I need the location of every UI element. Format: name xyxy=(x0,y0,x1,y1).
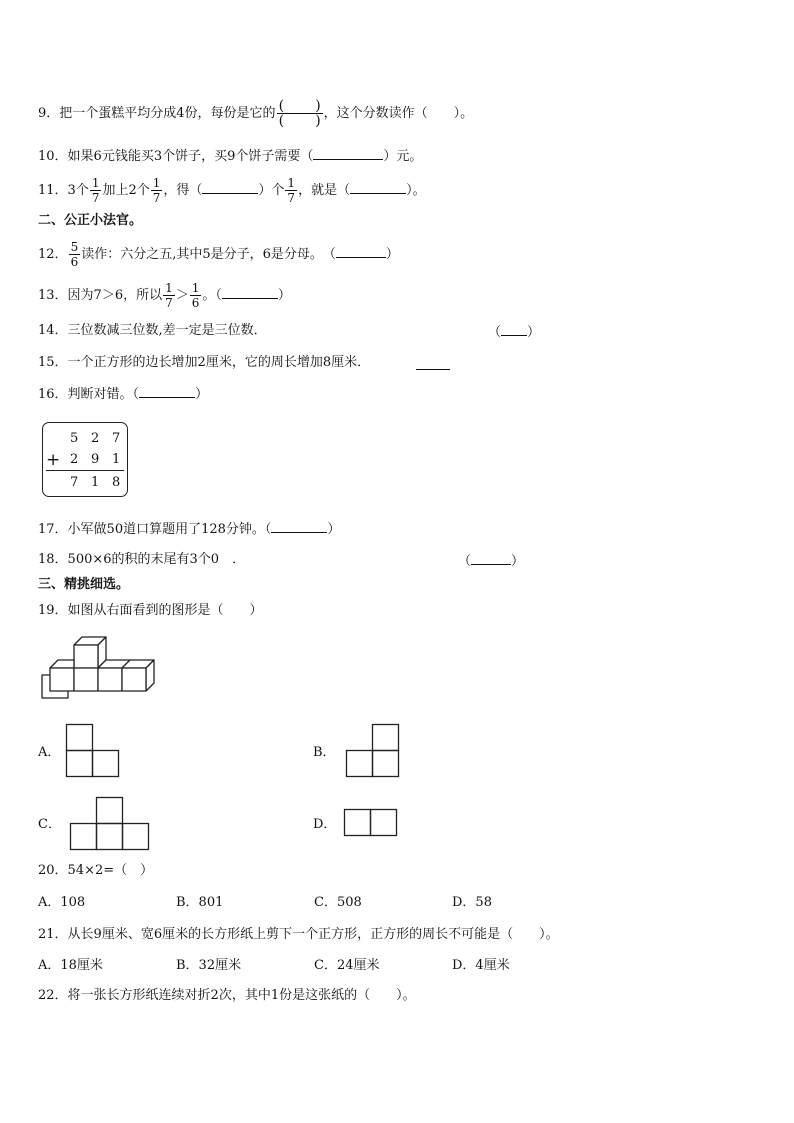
question-text: ．把一个蛋糕平均分成4份，每份是它的 xyxy=(46,106,276,121)
fraction: $\frac{5}{6}$ xyxy=(70,240,79,269)
question-number: 13 xyxy=(38,288,55,303)
question-number: 14 xyxy=(38,323,55,338)
answer-blank[interactable] xyxy=(336,245,386,258)
cube-stack-figure xyxy=(40,630,160,700)
option-c[interactable]: C．508 xyxy=(314,895,362,910)
option-d[interactable]: D．4厘米 xyxy=(452,958,510,973)
digit: 8 xyxy=(112,475,121,490)
option-a-label[interactable]: A． xyxy=(38,745,61,760)
question-9 xyxy=(38,99,473,128)
question-10: 10．如果6元钱能买3个饼子，买9个饼子需要（ ）元。 xyxy=(38,149,423,164)
question-19: 19．如图从右面看到的图形是（ ） xyxy=(38,603,263,618)
digit: 2 xyxy=(70,452,79,467)
answer-blank[interactable] xyxy=(416,357,450,370)
question-number: 16 xyxy=(38,387,55,402)
question-number: 15 xyxy=(38,355,55,370)
answer-blank[interactable] xyxy=(350,181,406,194)
question-number: 10 xyxy=(38,149,55,164)
question-13: 13．因为7＞6，所以 $\frac{1}{7}$ ＞ $\frac{1}{6}$ 。（ ） xyxy=(38,281,291,310)
fraction: $\frac{1}{7}$ xyxy=(152,176,161,205)
vertical-addition xyxy=(42,422,128,497)
option-c[interactable]: C．24厘米 xyxy=(314,958,380,973)
digit: 1 xyxy=(112,452,121,467)
option-c-figure[interactable] xyxy=(70,797,152,853)
plus-sign: + xyxy=(46,450,61,470)
answer-blank[interactable] xyxy=(222,286,278,299)
question-number: 22 xyxy=(38,988,55,1003)
question-18: 18．500×6的积的末尾有3个0 ． xyxy=(38,552,246,567)
answer-blank[interactable] xyxy=(471,552,511,565)
option-c-label[interactable]: C． xyxy=(38,817,61,832)
question-text: ，这个分数读作（ ）。 xyxy=(323,106,474,121)
question-number: 11 xyxy=(38,183,55,198)
question-number: 18 xyxy=(38,552,55,567)
answer-paren: （ ） xyxy=(458,554,525,569)
fraction: $\frac{1}{6}$ xyxy=(191,281,200,310)
answer-blank[interactable] xyxy=(271,520,327,533)
answer-paren: （ ） xyxy=(488,325,541,340)
question-12: 12． $\frac{5}{6}$ 读作：六分之五,其中5是分子，6是分母。 （ ） xyxy=(38,240,399,269)
fraction: $\frac{1}{7}$ xyxy=(91,176,100,205)
answer-blank[interactable] xyxy=(139,385,195,398)
question-number: 9 xyxy=(38,106,47,121)
question-number: 12 xyxy=(38,247,55,262)
question-number: 17 xyxy=(38,522,55,537)
fraction: $\frac{1}{7}$ xyxy=(165,281,173,310)
fraction-blank: $\frac{( )}{( )}$ xyxy=(278,98,321,129)
digit: 5 xyxy=(70,431,79,446)
option-d-label[interactable]: D． xyxy=(313,817,337,832)
option-d[interactable]: D．58 xyxy=(452,895,492,910)
question-20: 20．54×2=（ ） xyxy=(38,863,154,878)
digit: 9 xyxy=(91,452,100,467)
question-11: 11．3个 $\frac{1}{7}$ 加上2个 $\frac{1}{7}$ ，得（ ）个 $\frac{1}{7}$ ，就是（ ）。 xyxy=(38,176,426,205)
digit: 2 xyxy=(91,431,100,446)
question-number: 19 xyxy=(38,603,55,618)
option-b-figure[interactable] xyxy=(346,724,402,780)
fraction: $\frac{1}{7}$ xyxy=(287,176,296,205)
option-a[interactable]: A．108 xyxy=(38,895,86,910)
option-a[interactable]: A．18厘米 xyxy=(38,958,103,973)
section-heading: 二、公正小法官。 xyxy=(38,213,143,228)
question-15: 15．一个正方形的边长增加2厘米，它的周长增加8厘米． xyxy=(38,355,371,370)
question-14: 14．三位数减三位数,差一定是三位数． xyxy=(38,323,267,338)
option-b[interactable]: B．32厘米 xyxy=(176,958,242,973)
question-17: 17．小军做50道口算题用了128分钟。（ ） xyxy=(38,522,341,537)
option-b-label[interactable]: B． xyxy=(313,745,336,760)
option-d-figure[interactable] xyxy=(344,809,400,839)
option-b[interactable]: B．801 xyxy=(176,895,224,910)
question-number: 20 xyxy=(38,863,55,878)
question-number: 21 xyxy=(38,927,55,942)
question-16: 16．判断对错。（ ） xyxy=(38,387,209,402)
option-a-figure[interactable] xyxy=(66,724,122,780)
digit: 1 xyxy=(91,475,100,490)
question-21: 21．从长9厘米、宽6厘米的长方形纸上剪下一个正方形，正方形的周长不可能是（ ）。 xyxy=(38,927,559,942)
answer-blank[interactable] xyxy=(501,323,527,336)
digit: 7 xyxy=(70,475,79,490)
sum-line xyxy=(46,470,124,471)
section-heading: 三、精挑细选。 xyxy=(38,577,130,592)
answer-blank[interactable] xyxy=(202,181,258,194)
answer-blank[interactable] xyxy=(313,147,383,160)
question-22: 22．将一张长方形纸连续对折2次，其中1份是这张纸的（ ）。 xyxy=(38,988,416,1003)
digit: 7 xyxy=(112,431,121,446)
